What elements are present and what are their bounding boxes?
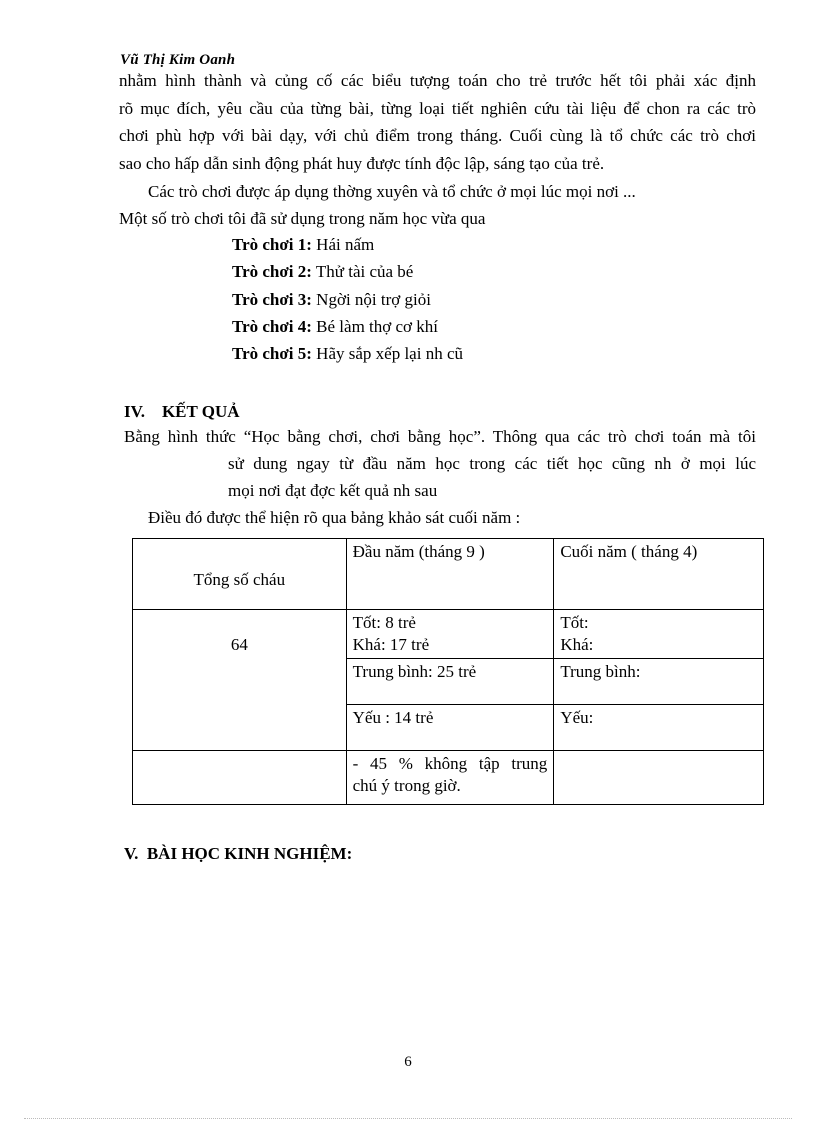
intro-line-1: nhằm hình thành và củng cố các biểu tượng toán cho trẻ trước hết tôi phải xác định xyxy=(119,71,756,90)
game-label: Trò chơi 3: xyxy=(232,290,312,309)
game-item xyxy=(232,289,431,311)
page-number: 6 xyxy=(404,1054,412,1070)
game-item xyxy=(232,261,413,283)
end-weak: Yếu: xyxy=(554,705,764,751)
results-line-4: Điều đó được thể hiện rõ qua bảng khảo sát cuối năm : xyxy=(148,508,521,527)
game-name: Bé làm thợ cơ khí xyxy=(316,317,439,336)
start-good: Tốt: 8 trẻ xyxy=(352,613,416,632)
survey-table xyxy=(132,538,764,805)
table-row xyxy=(133,539,764,610)
table-row xyxy=(133,751,764,805)
page-divider xyxy=(24,1118,792,1119)
applied-line: Các trò chơi được áp dụng thờng xuyên và tổ chức ở mọi lúc mọi nơi ... xyxy=(148,182,636,201)
note-line-1: - 45 % không tập trung xyxy=(352,754,548,773)
game-name: Hãy sắp xếp lại nh cũ xyxy=(316,344,463,363)
note-line-2: chú ý trong giờ. xyxy=(352,776,461,795)
intro-line-2: rõ mục đích, yêu cầu của từng bài, từng loại tiết nghiên cứu tài liệu để chon ra các trò xyxy=(119,99,756,118)
game-label: Trò chơi 2: xyxy=(232,262,312,281)
end-fair: Khá: xyxy=(560,635,594,654)
header-end-of-year: Cuối năm ( tháng 4) xyxy=(554,539,764,610)
game-label: Trò chơi 5: xyxy=(232,344,312,363)
results-line-1: Bằng hình thức “Học bằng chơi, chơi bằng học”. Thông qua các trò chơi toán mà tôi xyxy=(124,427,756,446)
game-label: Trò chơi 4: xyxy=(232,317,312,336)
game-item xyxy=(232,343,463,365)
header-total-text: Tổng số cháu xyxy=(193,570,286,589)
game-name: Hái nấm xyxy=(316,235,375,254)
end-average: Trung bình: xyxy=(554,659,764,705)
games-intro: Một số trò chơi tôi đã sử dụng trong năm học vừa qua xyxy=(119,209,486,228)
note-cell xyxy=(346,751,554,805)
intro-line-4: sao cho hấp dẫn sinh động phát huy được tính độc lập, sáng tạo của trẻ. xyxy=(119,154,605,173)
results-line-2: sử dung ngay từ đầu năm học trong các tiết học cũng nh ở mọi lúc xyxy=(228,454,756,473)
start-weak: Yếu : 14 trẻ xyxy=(346,705,554,751)
header-total-children xyxy=(133,539,347,610)
start-fair: Khá: 17 trẻ xyxy=(352,635,430,654)
empty-cell xyxy=(133,751,347,805)
start-good-fair-cell xyxy=(346,610,554,659)
end-good-fair-cell xyxy=(554,610,764,659)
game-name: Ngời nội trợ giỏi xyxy=(316,290,431,309)
section-heading-lessons: V. BÀI HỌC KINH NGHIỆM: xyxy=(124,844,353,863)
total-children-cell: 64 xyxy=(133,610,347,751)
empty-cell xyxy=(554,751,764,805)
game-label: Trò chơi 1: xyxy=(232,235,312,254)
game-item xyxy=(232,234,374,256)
start-average: Trung bình: 25 trẻ xyxy=(346,659,554,705)
intro-line-3: chơi phù hợp với bài dạy, với chủ điểm trong tháng. Cuối cùng là tổ chức các trò chơi xyxy=(119,126,756,145)
end-good: Tốt: xyxy=(560,613,589,632)
table-row xyxy=(133,610,764,659)
game-name: Thử tài của bé xyxy=(315,262,414,281)
section-heading-results: IV. KẾT QUẢ xyxy=(124,402,240,421)
game-item xyxy=(232,316,438,338)
header-start-of-year: Đầu năm (tháng 9 ) xyxy=(346,539,554,610)
results-line-3: mọi nơi đạt đợc kết quả nh sau xyxy=(228,481,438,500)
author-header: Vũ Thị Kim Oanh xyxy=(120,52,236,68)
